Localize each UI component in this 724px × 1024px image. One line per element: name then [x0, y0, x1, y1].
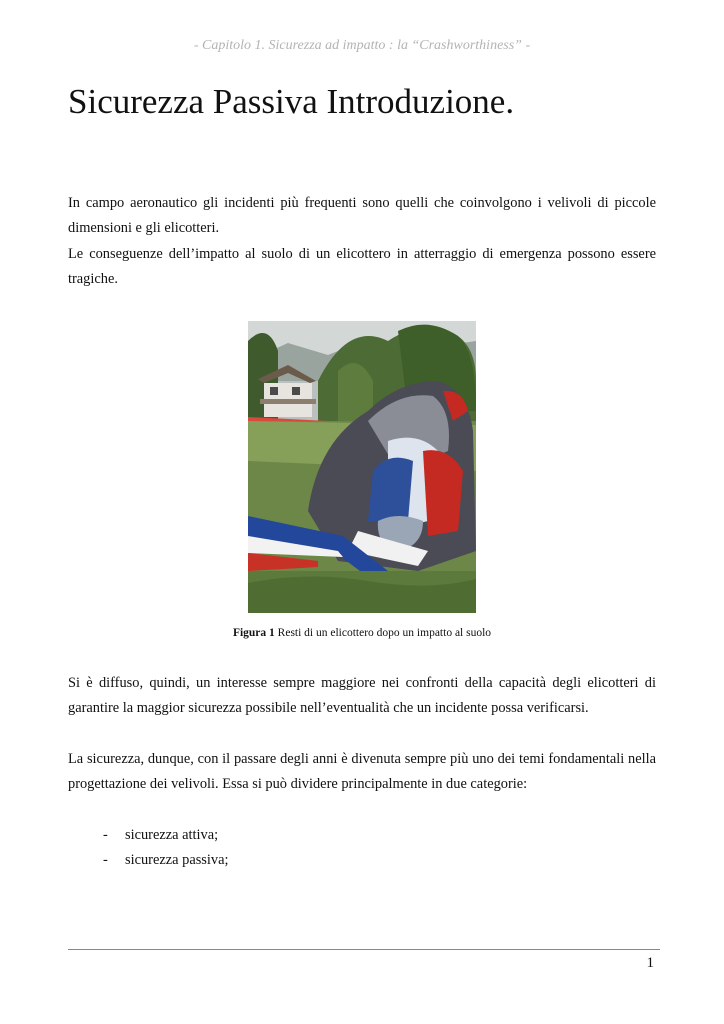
list-marker: -	[103, 827, 108, 843]
list-marker: -	[103, 852, 108, 869]
figure-helicopter-wreck-photo	[248, 321, 476, 613]
list-item	[103, 848, 228, 873]
figure-label: Figura 1	[232, 627, 275, 639]
page-number: 1	[646, 955, 654, 971]
list-item-text: sicurezza attiva;	[125, 827, 219, 843]
paragraph-intro: In campo aeronautico gli incidenti più frequenti sono quelli che coinvolgono i velivoli di piccole dimensioni e gli elicotteri.	[68, 195, 656, 237]
footer-divider	[68, 949, 660, 950]
figure-caption	[0, 627, 724, 639]
paragraph-safety: La sicurezza, dunque, con il passare degli anni è divenuta sempre più uno dei temi fondamentali nella progettazione dei velivoli. Essa si può dividere principalmente in due categorie:	[68, 751, 656, 793]
page-title: Sicurezza Passiva Introduzione.	[68, 82, 515, 121]
figure-caption-text: Resti di un elicottero dopo un impatto al suolo	[277, 627, 492, 639]
list-item-text: sicurezza passiva;	[125, 852, 229, 869]
paragraph-consequences: Le conseguenze dell’impatto al suolo di un elicottero in atterraggio di emergenza possono essere tragiche.	[68, 246, 656, 288]
running-header: - Capitolo 1. Sicurezza ad impatto : la “Crashworthiness” -	[193, 38, 531, 53]
list-item	[103, 823, 228, 848]
safety-categories-list	[103, 823, 228, 874]
paragraph-interest: Si è diffuso, quindi, un interesse sempre maggiore nei confronti della capacità degli elicotteri di garantire la maggior sicurezza possibile nell’eventualità che un incidente possa verificarsi.	[68, 675, 656, 717]
